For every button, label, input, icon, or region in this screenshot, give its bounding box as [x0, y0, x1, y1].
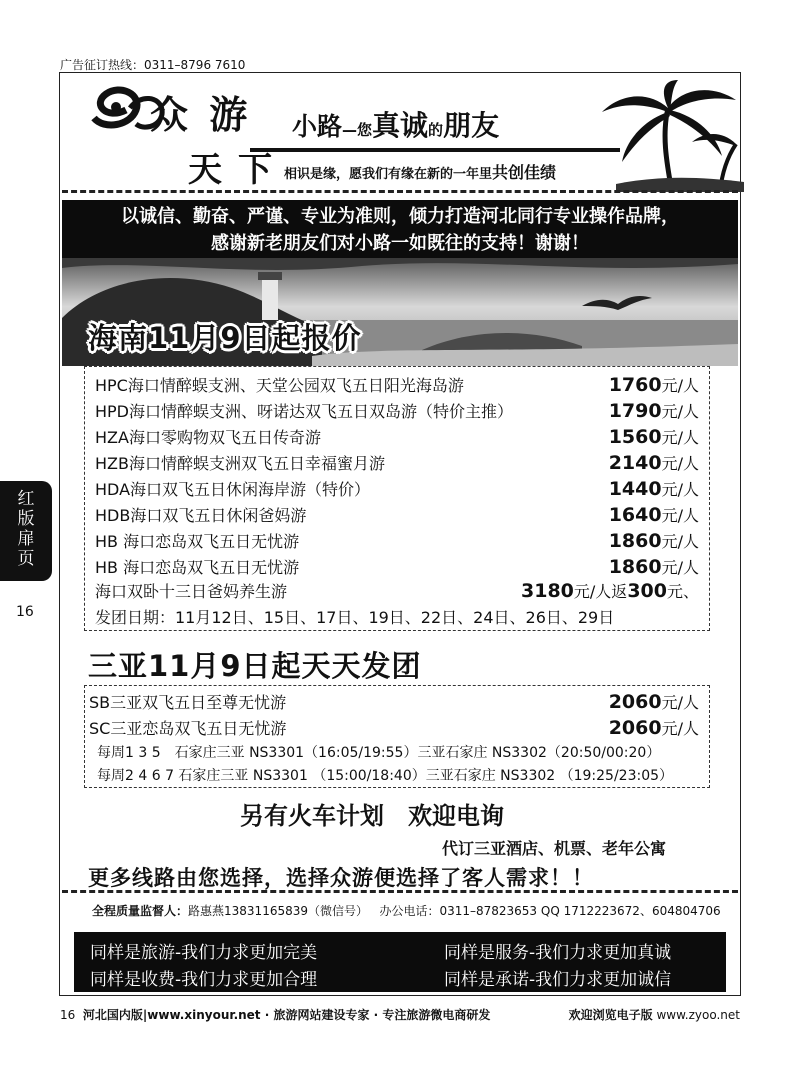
- slogan-part: 小路: [292, 112, 343, 141]
- route-name: HZA海口零购物双飞五日传奇游: [95, 428, 321, 447]
- side-tab-char: 页: [17, 549, 35, 569]
- tianxia-text: 天下: [188, 150, 288, 190]
- route-row: [95, 399, 699, 425]
- header-divider: [62, 190, 738, 193]
- slogan-part: 朋友: [443, 109, 500, 142]
- ad-hotline: 广告征订热线：0311–8796 7610: [60, 58, 246, 72]
- flight-schedule: 每周2 4 6 7 石家庄三亚 NS3301 （15:00/18:40）三亚石家庄 NS3302 （19:25/23:05）: [97, 768, 674, 784]
- price-value: 1860: [608, 556, 662, 578]
- brand-name: 众 游: [150, 92, 252, 137]
- footer-right: [569, 1006, 740, 1023]
- contact-line: [92, 902, 721, 919]
- slogan-part: —: [342, 121, 358, 139]
- price-value: 2140: [608, 452, 662, 474]
- route-row: [95, 529, 699, 555]
- route-name: SC三亚恋岛双飞五日无忧游: [89, 719, 287, 738]
- special-route-row: [95, 579, 699, 605]
- route-row: [95, 477, 699, 503]
- price-value: 1640: [608, 504, 662, 526]
- route-price: [609, 477, 699, 500]
- route-row: [95, 503, 699, 529]
- sanya-section-title: 三亚11月9日起天天发团: [88, 649, 422, 683]
- route-name: HB 海口恋岛双飞五日无忧游: [95, 558, 300, 577]
- route-name: HDA海口双飞五日休闲海岸游（特价）: [95, 480, 371, 499]
- section-side-tab: [0, 481, 52, 581]
- footer-ebook-label: 欢迎浏览电子版: [568, 1008, 653, 1022]
- footer-left: [60, 1006, 490, 1023]
- price-unit: 元/人: [661, 376, 699, 395]
- route-price: [609, 425, 699, 448]
- price-value: 2060: [608, 691, 662, 713]
- price-unit: 元/人: [661, 532, 699, 551]
- departure-dates-text: 发团日期：11月12日、15日、17日、19日、22日、24日、26日、29日: [95, 608, 615, 627]
- flight-schedule: 每周1 3 5 石家庄三亚 NS3301（16:05/19:55）三亚石家庄 NS3302（20:50/00:20）: [97, 745, 661, 761]
- price-unit: 元/人: [661, 558, 699, 577]
- sanya-routes-box: [84, 685, 710, 788]
- route-price: [609, 451, 699, 474]
- slogan-part: 您: [357, 121, 373, 139]
- price-unit: 元/人: [661, 719, 699, 738]
- price-value: 1760: [608, 374, 662, 396]
- route-row: [95, 425, 699, 451]
- promise-item: 同样是承诺-我们力求更加诚信: [444, 970, 672, 990]
- route-row: [89, 690, 699, 716]
- slogan-part: 真诚: [372, 109, 429, 142]
- route-price: [609, 373, 699, 396]
- slogan-underline: [250, 148, 620, 152]
- route-row: [89, 716, 699, 742]
- mission-line-2: 感谢新老朋友们对小路一如既往的支持！谢谢！: [211, 233, 589, 254]
- route-price: [609, 529, 699, 552]
- side-tab-char: 版: [17, 509, 35, 529]
- price-unit: 元/人返: [573, 582, 628, 601]
- mission-banner: [62, 200, 738, 258]
- route-row: [95, 451, 699, 477]
- more-routes-slogan: 更多线路由您选择，选择众游便选择了客人需求！！: [88, 866, 594, 890]
- price-value: 1560: [608, 426, 662, 448]
- booking-services: 代订三亚酒店、机票、老年公寓: [442, 839, 667, 858]
- train-plan: 另有火车计划 欢迎电询: [240, 801, 504, 830]
- office-phone: 办公电话：0311–87823653 QQ 1712223672、604804706: [379, 904, 721, 918]
- route-price: [609, 503, 699, 526]
- side-tab-char: 红: [17, 489, 35, 509]
- side-tab-char: 扉: [17, 529, 35, 549]
- rebate-value: 300: [627, 580, 667, 602]
- promise-item: 同样是服务-我们力求更加真诚: [444, 943, 672, 963]
- price-value: 1790: [608, 400, 662, 422]
- sub-slogan-text: 相识是缘，愿我们有缘在新的一年里: [284, 167, 493, 182]
- route-name: SB三亚双飞五日至尊无忧游: [89, 693, 287, 712]
- slogan: [292, 104, 499, 144]
- footer-publication: 河北国内版|www.xinyour.net · 旅游网站建设专家 · 专注旅游微电商研发: [82, 1008, 491, 1022]
- route-name: HDB海口双飞五日休闲爸妈游: [95, 506, 307, 525]
- price-unit: 元/人: [661, 693, 699, 712]
- footer-ebook-url[interactable]: www.zyoo.net: [656, 1008, 740, 1022]
- price-value: 3180: [521, 580, 574, 602]
- sub-slogan-emphasis: 共创佳绩: [492, 163, 557, 182]
- route-price: [609, 399, 699, 422]
- price-value: 1440: [608, 478, 662, 500]
- departure-dates: [95, 605, 699, 631]
- route-name: HB 海口恋岛双飞五日无忧游: [95, 532, 300, 551]
- price-unit: 元/人: [661, 428, 699, 447]
- rebate-unit: 元、: [666, 582, 699, 601]
- price-unit: 元/人: [661, 454, 699, 473]
- route-price: [609, 690, 699, 713]
- palm-tree-icon: [596, 80, 744, 192]
- slogan-part: 的: [428, 121, 444, 139]
- route-name: HZB海口情醉蜈支洲双飞五日幸福蜜月游: [95, 454, 385, 473]
- route-row: [95, 373, 699, 399]
- price-unit: 元/人: [661, 402, 699, 421]
- price-unit: 元/人: [661, 506, 699, 525]
- route-price: [609, 555, 699, 578]
- route-price: [609, 716, 699, 739]
- route-price: [521, 579, 699, 602]
- footer-page-number: 16: [60, 1008, 76, 1022]
- contact-divider: [62, 890, 738, 893]
- promise-banner: [74, 932, 726, 992]
- hainan-section-title: 海南11月9日起报价: [88, 321, 362, 355]
- route-row: [95, 555, 699, 581]
- sub-slogan: [284, 160, 556, 183]
- price-unit: 元/人: [661, 480, 699, 499]
- hainan-routes-box: [84, 366, 710, 631]
- route-name: 海口双卧十三日爸妈养生游: [95, 582, 288, 601]
- supervisor-label: 全程质量监督人：: [92, 904, 189, 918]
- route-name: HPD海口情醉蜈支洲、呀诺达双飞五日双岛游（特价主推）: [95, 402, 514, 421]
- side-page-number: 16: [16, 604, 34, 620]
- supervisor-info: 路惠燕13831165839（微信号）: [188, 904, 368, 918]
- promise-item: 同样是收费-我们力求更加合理: [90, 970, 318, 990]
- price-value: 2060: [608, 717, 662, 739]
- promise-item: 同样是旅游-我们力求更加完美: [90, 943, 318, 963]
- price-value: 1860: [608, 530, 662, 552]
- route-name: HPC海口情醉蜈支洲、天堂公园双飞五日阳光海岛游: [95, 376, 464, 395]
- mission-line-1: 以诚信、勤奋、严谨、专业为准则，倾力打造河北同行专业操作品牌，: [121, 206, 679, 227]
